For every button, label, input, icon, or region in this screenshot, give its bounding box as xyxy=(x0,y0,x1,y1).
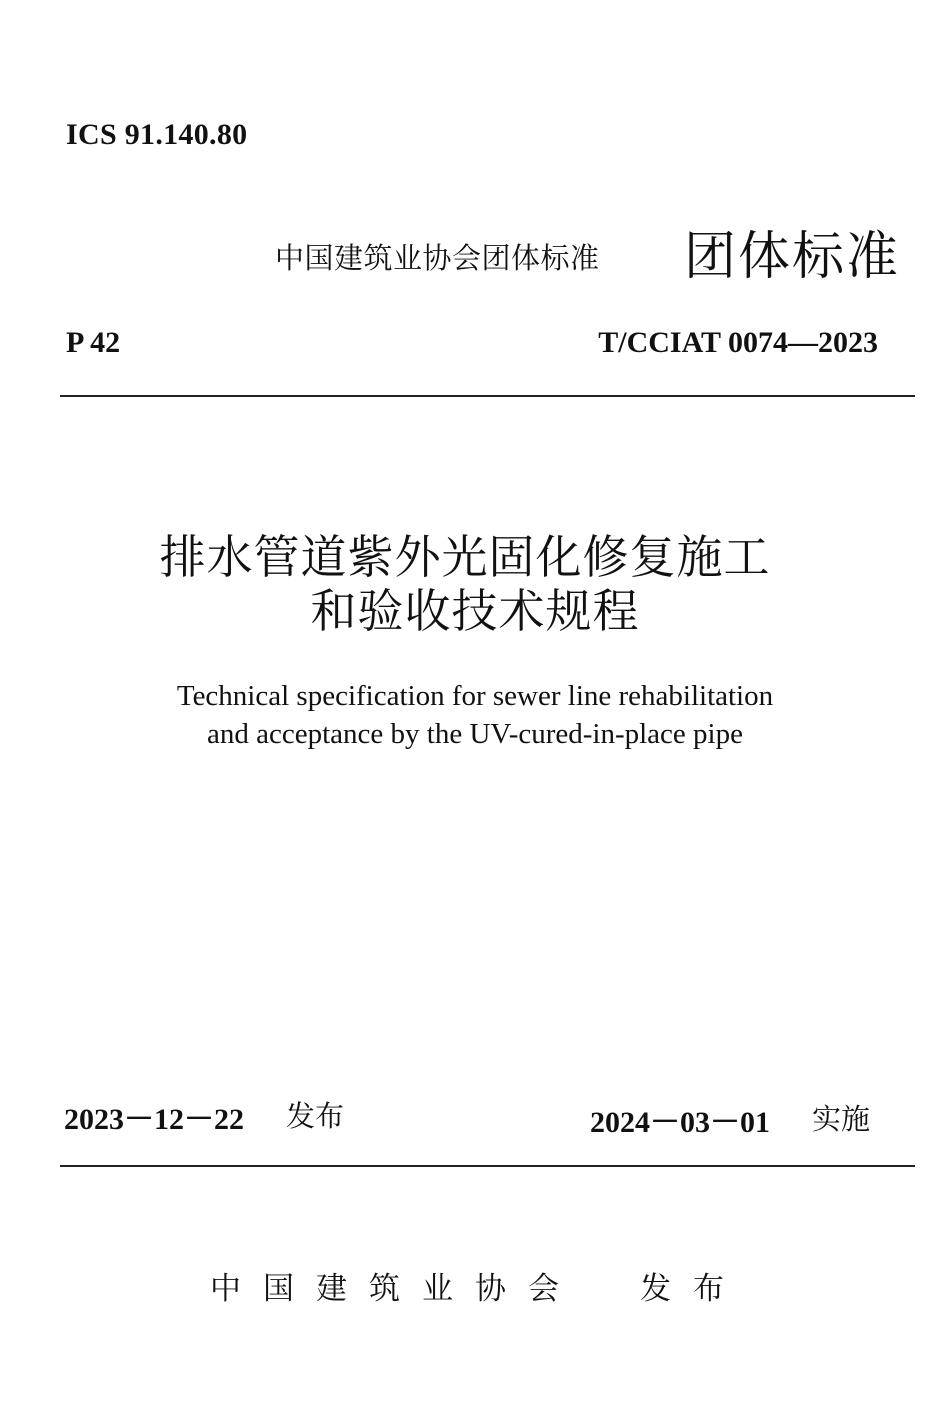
ics-code: ICS 91.140.80 xyxy=(66,118,248,151)
english-title-line-2: and acceptance by the UV-cured-in-place pipe xyxy=(207,718,743,750)
english-title-line-1: Technical specification for sewer line rehabilitation xyxy=(176,680,774,712)
standard-number: T/CCIAT 0074—2023 xyxy=(598,326,878,359)
publisher-name: 中国建筑业协会 xyxy=(210,1271,581,1307)
publish-date: 2023－12－22 xyxy=(64,1103,244,1136)
english-title xyxy=(0,677,950,753)
association-standard-label: 中国建筑业协会团体标准 xyxy=(275,241,600,275)
publisher-action: 发布 xyxy=(640,1271,746,1307)
publish-label: 发布 xyxy=(286,1099,345,1133)
chinese-title-line-2: 和验收技术规程 xyxy=(310,584,640,638)
chinese-title xyxy=(0,530,950,638)
group-standard-label: 团体标准 xyxy=(684,227,901,287)
header-divider xyxy=(60,395,915,397)
effective-date: 2024－03－01 xyxy=(590,1106,770,1139)
footer-divider xyxy=(60,1165,915,1167)
classification-code: P 42 xyxy=(66,326,121,359)
chinese-title-line-1: 排水管道紫外光固化修复施工 xyxy=(159,530,771,584)
effective-label: 实施 xyxy=(812,1102,871,1136)
